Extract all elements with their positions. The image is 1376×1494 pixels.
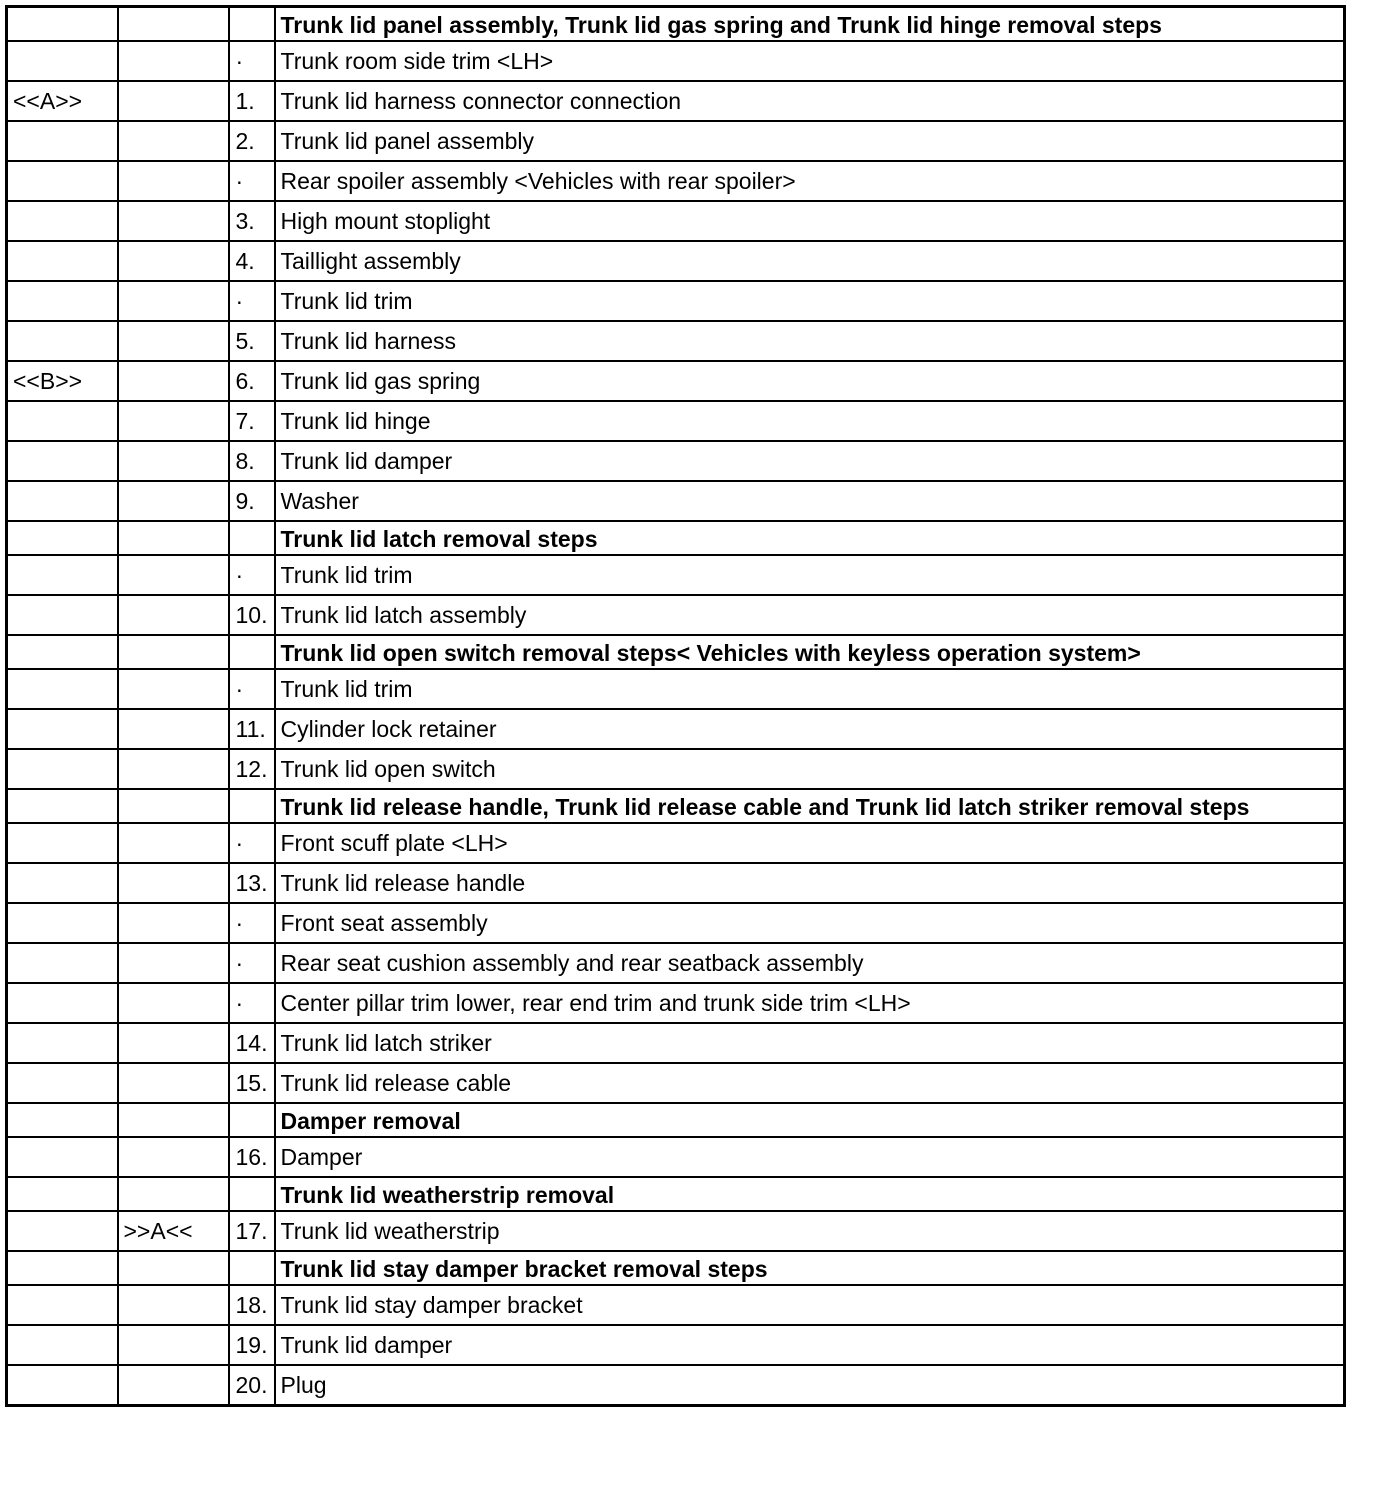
- table-row: [7, 481, 1345, 521]
- table-row: [7, 863, 1345, 903]
- table-row: [7, 1137, 1345, 1177]
- step-description: High mount stoplight: [275, 201, 1345, 241]
- table-row: [7, 555, 1345, 595]
- step-number: 15.: [229, 1063, 275, 1103]
- table-row: [7, 903, 1345, 943]
- removal-service-point: [7, 823, 118, 863]
- step-number: 5.: [229, 321, 275, 361]
- step-number: 20.: [229, 1365, 275, 1406]
- step-description: Plug: [275, 1365, 1345, 1406]
- installation-service-point: [118, 1137, 229, 1177]
- installation-service-point: [118, 521, 229, 555]
- step-description: Trunk lid damper: [275, 1325, 1345, 1365]
- section-heading: Trunk lid weatherstrip removal: [275, 1177, 1345, 1211]
- step-number: ·: [229, 555, 275, 595]
- step-description: Center pillar trim lower, rear end trim and trunk side trim <LH>: [275, 983, 1345, 1023]
- installation-service-point: [118, 481, 229, 521]
- section-heading-row: [7, 521, 1345, 555]
- table-row: [7, 749, 1345, 789]
- removal-service-point: [7, 1325, 118, 1365]
- step-description: Trunk lid gas spring: [275, 361, 1345, 401]
- section-heading: Trunk lid open switch removal steps< Vehicles with keyless operation system>: [275, 635, 1345, 669]
- installation-service-point: [118, 709, 229, 749]
- installation-service-point: [118, 903, 229, 943]
- step-description: Front scuff plate <LH>: [275, 823, 1345, 863]
- step-number: 16.: [229, 1137, 275, 1177]
- section-heading-row: [7, 1251, 1345, 1285]
- installation-service-point: [118, 81, 229, 121]
- table-row: [7, 983, 1345, 1023]
- installation-service-point: [118, 595, 229, 635]
- removal-service-point: [7, 1211, 118, 1251]
- removal-steps-body: [7, 7, 1345, 1406]
- step-number: 6.: [229, 361, 275, 401]
- removal-service-point: [7, 789, 118, 823]
- installation-service-point: [118, 1365, 229, 1406]
- installation-service-point: [118, 1251, 229, 1285]
- removal-service-point: [7, 983, 118, 1023]
- step-number: 11.: [229, 709, 275, 749]
- removal-service-point: [7, 1103, 118, 1137]
- section-heading: Damper removal: [275, 1103, 1345, 1137]
- step-description: Trunk lid harness: [275, 321, 1345, 361]
- step-description: Trunk lid damper: [275, 441, 1345, 481]
- step-number: ·: [229, 943, 275, 983]
- step-description: Trunk lid release handle: [275, 863, 1345, 903]
- step-number: ·: [229, 669, 275, 709]
- removal-service-point: [7, 669, 118, 709]
- removal-service-point: [7, 441, 118, 481]
- section-heading: Trunk lid release handle, Trunk lid release cable and Trunk lid latch striker removal steps: [275, 789, 1345, 823]
- table-row: [7, 1325, 1345, 1365]
- step-number: 2.: [229, 121, 275, 161]
- table-row: [7, 943, 1345, 983]
- table-row: [7, 121, 1345, 161]
- step-description: Rear seat cushion assembly and rear seatback assembly: [275, 943, 1345, 983]
- step-number: [229, 7, 275, 42]
- step-number: 9.: [229, 481, 275, 521]
- removal-service-point: [7, 1063, 118, 1103]
- step-description: Trunk lid trim: [275, 669, 1345, 709]
- table-row: [7, 595, 1345, 635]
- section-heading: Trunk lid latch removal steps: [275, 521, 1345, 555]
- installation-service-point: [118, 1023, 229, 1063]
- removal-service-point: [7, 1177, 118, 1211]
- removal-service-point: [7, 903, 118, 943]
- section-heading-row: [7, 635, 1345, 669]
- removal-service-point: [7, 749, 118, 789]
- step-number: 18.: [229, 1285, 275, 1325]
- installation-service-point: [118, 823, 229, 863]
- step-number: [229, 789, 275, 823]
- table-row: [7, 1211, 1345, 1251]
- step-description: Trunk lid trim: [275, 555, 1345, 595]
- step-description: Cylinder lock retainer: [275, 709, 1345, 749]
- step-description: Damper: [275, 1137, 1345, 1177]
- step-number: [229, 1177, 275, 1211]
- installation-service-point: [118, 161, 229, 201]
- installation-service-point: [118, 1285, 229, 1325]
- removal-service-point: [7, 709, 118, 749]
- table-row: [7, 41, 1345, 81]
- step-number: 10.: [229, 595, 275, 635]
- removal-service-point: [7, 321, 118, 361]
- removal-service-point: <<A>>: [7, 81, 118, 121]
- table-row: [7, 161, 1345, 201]
- installation-service-point: [118, 41, 229, 81]
- installation-service-point: [118, 201, 229, 241]
- table-row: [7, 1023, 1345, 1063]
- removal-service-point: [7, 121, 118, 161]
- installation-service-point: [118, 789, 229, 823]
- step-number: ·: [229, 161, 275, 201]
- removal-service-point: [7, 1251, 118, 1285]
- step-description: Washer: [275, 481, 1345, 521]
- step-description: Trunk lid release cable: [275, 1063, 1345, 1103]
- removal-service-point: [7, 943, 118, 983]
- section-heading: Trunk lid panel assembly, Trunk lid gas spring and Trunk lid hinge removal steps: [275, 7, 1345, 42]
- table-row: [7, 81, 1345, 121]
- installation-service-point: [118, 669, 229, 709]
- removal-service-point: [7, 863, 118, 903]
- installation-service-point: [118, 983, 229, 1023]
- step-description: Trunk lid harness connector connection: [275, 81, 1345, 121]
- step-number: 3.: [229, 201, 275, 241]
- step-description: Trunk lid open switch: [275, 749, 1345, 789]
- installation-service-point: [118, 401, 229, 441]
- step-description: Trunk lid latch assembly: [275, 595, 1345, 635]
- installation-service-point: [118, 7, 229, 42]
- step-description: Trunk lid latch striker: [275, 1023, 1345, 1063]
- step-number: 4.: [229, 241, 275, 281]
- table-row: [7, 669, 1345, 709]
- section-heading-row: [7, 1177, 1345, 1211]
- step-number: ·: [229, 41, 275, 81]
- step-number: 14.: [229, 1023, 275, 1063]
- installation-service-point: [118, 635, 229, 669]
- removal-service-point: [7, 281, 118, 321]
- step-description: Rear spoiler assembly <Vehicles with rear spoiler>: [275, 161, 1345, 201]
- table-row: [7, 281, 1345, 321]
- step-number: ·: [229, 983, 275, 1023]
- removal-service-point: [7, 635, 118, 669]
- step-number: [229, 1251, 275, 1285]
- removal-service-point: [7, 161, 118, 201]
- table-row: [7, 1365, 1345, 1406]
- step-number: ·: [229, 903, 275, 943]
- step-number: 17.: [229, 1211, 275, 1251]
- table-row: [7, 401, 1345, 441]
- removal-service-point: [7, 7, 118, 42]
- step-number: 12.: [229, 749, 275, 789]
- installation-service-point: [118, 1325, 229, 1365]
- installation-service-point: [118, 1063, 229, 1103]
- step-description: Trunk lid hinge: [275, 401, 1345, 441]
- table-row: [7, 823, 1345, 863]
- step-number: 13.: [229, 863, 275, 903]
- removal-service-point: [7, 401, 118, 441]
- step-number: ·: [229, 823, 275, 863]
- step-description: Trunk lid stay damper bracket: [275, 1285, 1345, 1325]
- installation-service-point: [118, 281, 229, 321]
- step-number: 7.: [229, 401, 275, 441]
- installation-service-point: [118, 1103, 229, 1137]
- step-description: Trunk lid trim: [275, 281, 1345, 321]
- removal-service-point: [7, 1023, 118, 1063]
- installation-service-point: [118, 943, 229, 983]
- table-row: [7, 241, 1345, 281]
- removal-service-point: [7, 1285, 118, 1325]
- removal-service-point: [7, 201, 118, 241]
- step-number: ·: [229, 281, 275, 321]
- removal-service-point: [7, 1137, 118, 1177]
- installation-service-point: [118, 121, 229, 161]
- table-row: [7, 361, 1345, 401]
- table-row: [7, 441, 1345, 481]
- section-heading-row: [7, 789, 1345, 823]
- removal-service-point: [7, 555, 118, 595]
- removal-service-point: [7, 241, 118, 281]
- removal-steps-table: [5, 5, 1346, 1407]
- installation-service-point: [118, 555, 229, 595]
- installation-service-point: [118, 1177, 229, 1211]
- step-number: [229, 635, 275, 669]
- step-number: [229, 521, 275, 555]
- table-row: [7, 321, 1345, 361]
- removal-service-point: [7, 1365, 118, 1406]
- installation-service-point: [118, 361, 229, 401]
- step-number: 1.: [229, 81, 275, 121]
- section-heading-row: [7, 7, 1345, 42]
- removal-service-point: [7, 521, 118, 555]
- step-number: 8.: [229, 441, 275, 481]
- installation-service-point: [118, 241, 229, 281]
- installation-service-point: [118, 863, 229, 903]
- removal-service-point: [7, 481, 118, 521]
- table-row: [7, 1285, 1345, 1325]
- step-number: [229, 1103, 275, 1137]
- removal-service-point: <<B>>: [7, 361, 118, 401]
- step-description: Front seat assembly: [275, 903, 1345, 943]
- removal-service-point: [7, 595, 118, 635]
- installation-service-point: [118, 441, 229, 481]
- section-heading: Trunk lid stay damper bracket removal steps: [275, 1251, 1345, 1285]
- installation-service-point: >>A<<: [118, 1211, 229, 1251]
- table-row: [7, 709, 1345, 749]
- installation-service-point: [118, 321, 229, 361]
- removal-service-point: [7, 41, 118, 81]
- step-description: Trunk lid weatherstrip: [275, 1211, 1345, 1251]
- table-row: [7, 201, 1345, 241]
- step-description: Taillight assembly: [275, 241, 1345, 281]
- section-heading-row: [7, 1103, 1345, 1137]
- table-row: [7, 1063, 1345, 1103]
- step-description: Trunk lid panel assembly: [275, 121, 1345, 161]
- installation-service-point: [118, 749, 229, 789]
- step-number: 19.: [229, 1325, 275, 1365]
- step-description: Trunk room side trim <LH>: [275, 41, 1345, 81]
